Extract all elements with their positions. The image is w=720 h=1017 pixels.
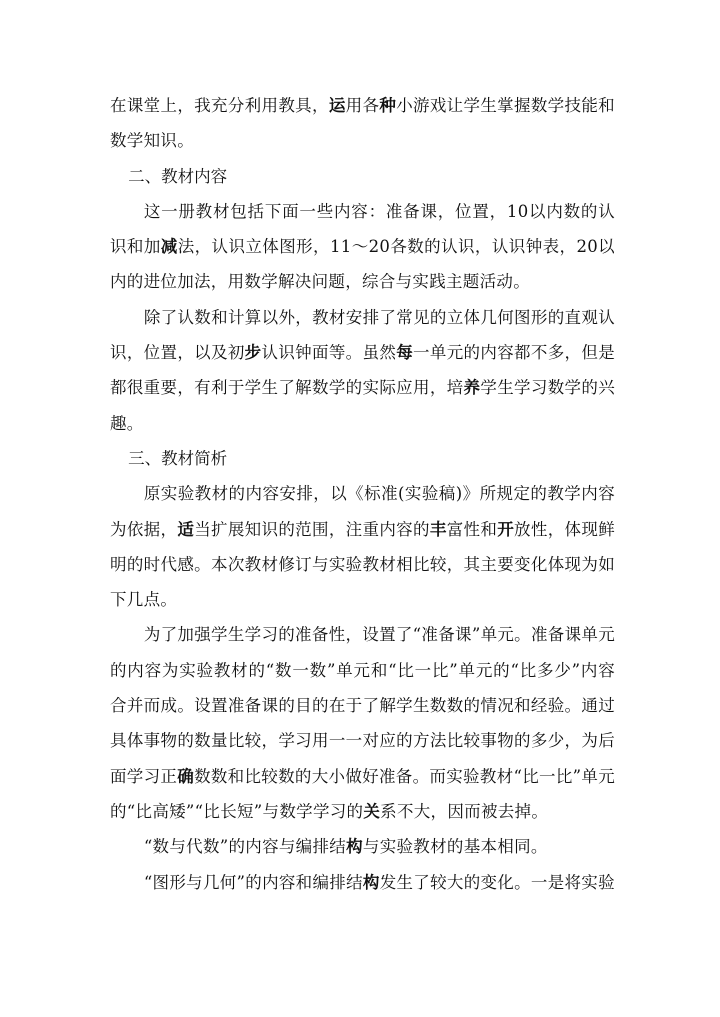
text-run: 法，认识立体图形，11～20各数的认识，认识钟表，20以内的进位加法，用数学解决问题，综合与实践主题活动。: [110, 237, 615, 292]
text-run: 这一册教材包括下面一些内容：准备课，位置，10以内数的认识和加: [110, 201, 615, 257]
section-heading-2: 二、教材内容: [128, 166, 228, 186]
bold-run: 确: [177, 766, 195, 786]
text-run: 系不大，因而被去掉。: [380, 801, 549, 821]
text-run: 发生了较大的变化。一是将实验: [379, 872, 615, 892]
bold-run: 构: [362, 872, 380, 892]
text-run: 在课堂上，我充分利用教具，: [110, 96, 329, 115]
text-run: 富性和: [446, 519, 498, 539]
bold-run: 关: [363, 801, 381, 821]
text-run: “数与代数”的内容与编排结: [143, 837, 347, 857]
text-run: 一单元的内容都不多，但是都很重要，有利于学生了解数学的实际应用，培: [110, 343, 615, 398]
paragraph-4: [110, 476, 615, 617]
paragraph-1: [110, 88, 615, 159]
bold-run: 运: [328, 96, 346, 115]
paragraph-2: [110, 194, 615, 300]
paragraph-7: [110, 865, 615, 900]
section-heading-3: 三、教材简析: [128, 448, 228, 468]
text-run: 除了认数和计算以外，教材安排了常见的立体几何图形的直观认识，位置，以及初: [110, 307, 615, 363]
text-run: 为了加强学生学习的准备性，设置了“准备课”单元。准备课单元的内容为实验教材的“数一数”单元和“比一比”单元的“比多少”内容合并而成。设置准备课的目的在于了解学生数数的情况和经验。通过具体事物的数量比较，学习用一一对应的方法比较事物的多少，为后面学习正: [110, 625, 615, 786]
paragraph-6: [110, 829, 615, 864]
bold-run: 每: [396, 343, 414, 363]
paragraph-5: [110, 617, 615, 829]
bold-run: 种: [379, 96, 397, 115]
bold-run: 构: [346, 837, 363, 857]
text-run: 小游戏让学生掌握数学技能和数学知识。: [110, 96, 615, 151]
document-body: [110, 88, 615, 900]
text-run: 原实验教材的内容安排，以《标准(实验稿)》所规定的教学内容为依据，: [110, 484, 615, 539]
paragraph-3: [110, 300, 615, 441]
text-run: 认识钟面等。虽然: [261, 343, 397, 363]
text-run: 与实验教材的基本相同。: [362, 837, 548, 857]
text-run: 数数和比较数的大小做好准备。而实验教材“比一比”单元的“比高矮”“比长短”与数学学习的: [110, 766, 615, 821]
bold-run: 减: [160, 237, 178, 257]
bold-run: 适: [177, 519, 195, 539]
bold-run: 养: [463, 378, 481, 398]
text-run: 放性，体现鲜明的时代感。本次教材修订与实验教材相比较，其主要变化体现为如下几点。: [110, 519, 615, 610]
text-run: 用各: [345, 96, 380, 115]
bold-run: 步: [244, 343, 262, 363]
bold-run: 开: [497, 519, 515, 539]
text-run: 当扩展知识的范围，注重内容的: [194, 519, 430, 539]
text-run: “图形与几何”的内容和编排结: [143, 872, 363, 892]
bold-run: 丰: [429, 519, 447, 539]
text-run: 学生学习数学的兴趣。: [110, 378, 615, 433]
